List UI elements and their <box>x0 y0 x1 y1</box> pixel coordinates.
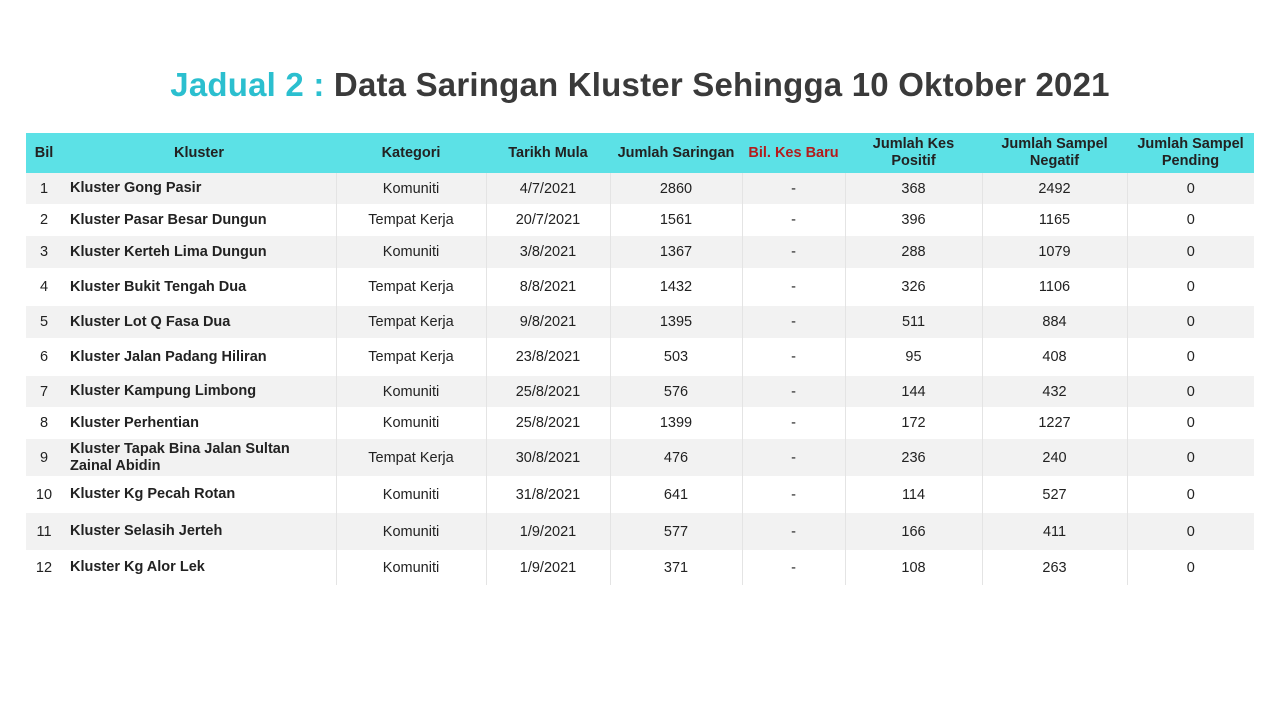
cell-kluster: Kluster Pasar Besar Dungun <box>62 204 336 236</box>
cell-jumlah-kes-positif: 166 <box>845 513 982 550</box>
cell-jumlah-sampel-pending: 0 <box>1127 407 1254 439</box>
table-row <box>26 306 1254 338</box>
title-prefix: Jadual 2 : <box>170 66 325 103</box>
table-row <box>26 338 1254 376</box>
cell-jumlah-sampel-pending: 0 <box>1127 476 1254 513</box>
cell-tarikh-mula: 31/8/2021 <box>486 476 610 513</box>
table-row <box>26 236 1254 268</box>
cell-jumlah-saringan: 1432 <box>610 268 742 306</box>
cell-jumlah-sampel-pending: 0 <box>1127 268 1254 306</box>
table-row <box>26 268 1254 306</box>
cell-kategori: Komuniti <box>336 513 486 550</box>
cell-jumlah-sampel-pending: 0 <box>1127 550 1254 585</box>
cell-jumlah-sampel-negatif: 1079 <box>982 236 1127 268</box>
cell-kategori: Komuniti <box>336 376 486 407</box>
cell-bil-kes-baru: - <box>742 268 845 306</box>
table-header-row <box>26 133 1254 173</box>
cell-bil: 6 <box>26 338 62 376</box>
header-jumlah-kes-positif: Jumlah Kes Positif <box>845 133 982 173</box>
title-main: Data Saringan Kluster Sehingga 10 Oktober 2021 <box>333 66 1110 103</box>
cell-kluster: Kluster Kerteh Lima Dungun <box>62 236 336 268</box>
cell-jumlah-sampel-pending: 0 <box>1127 439 1254 476</box>
cell-kluster: Kluster Bukit Tengah Dua <box>62 268 336 306</box>
cell-jumlah-saringan: 1367 <box>610 236 742 268</box>
cell-bil: 5 <box>26 306 62 338</box>
cell-tarikh-mula: 1/9/2021 <box>486 550 610 585</box>
cell-bil: 4 <box>26 268 62 306</box>
cell-bil: 2 <box>26 204 62 236</box>
cell-kategori: Tempat Kerja <box>336 204 486 236</box>
cell-kluster: Kluster Kampung Limbong <box>62 376 336 407</box>
cell-jumlah-sampel-negatif: 263 <box>982 550 1127 585</box>
cell-jumlah-kes-positif: 144 <box>845 376 982 407</box>
cell-jumlah-saringan: 1395 <box>610 306 742 338</box>
cell-kategori: Tempat Kerja <box>336 338 486 376</box>
cell-bil-kes-baru: - <box>742 376 845 407</box>
header-bil-kes-baru: Bil. Kes Baru <box>742 133 845 173</box>
cell-kategori: Komuniti <box>336 236 486 268</box>
page-title <box>0 66 1280 104</box>
cell-bil: 9 <box>26 439 62 476</box>
cell-kategori: Komuniti <box>336 407 486 439</box>
cell-bil: 11 <box>26 513 62 550</box>
cell-bil: 10 <box>26 476 62 513</box>
cell-kluster: Kluster Kg Pecah Rotan <box>62 476 336 513</box>
cell-jumlah-saringan: 576 <box>610 376 742 407</box>
cell-kluster: Kluster Jalan Padang Hiliran <box>62 338 336 376</box>
cell-kategori: Komuniti <box>336 173 486 204</box>
cell-tarikh-mula: 23/8/2021 <box>486 338 610 376</box>
cell-jumlah-sampel-pending: 0 <box>1127 236 1254 268</box>
table-row <box>26 407 1254 439</box>
cell-tarikh-mula: 30/8/2021 <box>486 439 610 476</box>
cell-jumlah-sampel-negatif: 1227 <box>982 407 1127 439</box>
cell-kategori: Komuniti <box>336 476 486 513</box>
cell-jumlah-kes-positif: 326 <box>845 268 982 306</box>
cell-tarikh-mula: 20/7/2021 <box>486 204 610 236</box>
cell-bil: 1 <box>26 173 62 204</box>
cell-jumlah-kes-positif: 108 <box>845 550 982 585</box>
cell-jumlah-kes-positif: 95 <box>845 338 982 376</box>
header-jumlah-sampel-pending: Jumlah Sampel Pending <box>1127 133 1254 173</box>
cell-bil: 12 <box>26 550 62 585</box>
cell-jumlah-saringan: 577 <box>610 513 742 550</box>
cell-jumlah-sampel-negatif: 240 <box>982 439 1127 476</box>
cell-bil-kes-baru: - <box>742 204 845 236</box>
cell-kluster: Kluster Gong Pasir <box>62 173 336 204</box>
table-row <box>26 376 1254 407</box>
cell-jumlah-saringan: 2860 <box>610 173 742 204</box>
cell-bil-kes-baru: - <box>742 476 845 513</box>
cell-bil-kes-baru: - <box>742 173 845 204</box>
cell-jumlah-kes-positif: 114 <box>845 476 982 513</box>
cell-tarikh-mula: 8/8/2021 <box>486 268 610 306</box>
cell-jumlah-sampel-negatif: 2492 <box>982 173 1127 204</box>
cell-kategori: Komuniti <box>336 550 486 585</box>
cell-kluster: Kluster Perhentian <box>62 407 336 439</box>
table-row <box>26 439 1254 476</box>
cell-jumlah-kes-positif: 236 <box>845 439 982 476</box>
cell-bil-kes-baru: - <box>742 439 845 476</box>
cell-tarikh-mula: 4/7/2021 <box>486 173 610 204</box>
cell-jumlah-kes-positif: 288 <box>845 236 982 268</box>
cell-tarikh-mula: 25/8/2021 <box>486 407 610 439</box>
cell-jumlah-saringan: 476 <box>610 439 742 476</box>
cell-kategori: Tempat Kerja <box>336 306 486 338</box>
table-row <box>26 476 1254 513</box>
cell-tarikh-mula: 25/8/2021 <box>486 376 610 407</box>
cell-bil: 8 <box>26 407 62 439</box>
cell-kluster: Kluster Lot Q Fasa Dua <box>62 306 336 338</box>
cell-tarikh-mula: 3/8/2021 <box>486 236 610 268</box>
header-bil: Bil <box>26 133 62 173</box>
cell-tarikh-mula: 9/8/2021 <box>486 306 610 338</box>
cell-bil-kes-baru: - <box>742 407 845 439</box>
cell-bil-kes-baru: - <box>742 338 845 376</box>
cell-jumlah-sampel-pending: 0 <box>1127 376 1254 407</box>
cluster-table <box>26 133 1254 585</box>
header-kategori: Kategori <box>336 133 486 173</box>
cell-jumlah-saringan: 1561 <box>610 204 742 236</box>
cell-bil-kes-baru: - <box>742 513 845 550</box>
cell-jumlah-kes-positif: 396 <box>845 204 982 236</box>
cell-jumlah-kes-positif: 511 <box>845 306 982 338</box>
cell-jumlah-sampel-negatif: 408 <box>982 338 1127 376</box>
cell-jumlah-sampel-negatif: 527 <box>982 476 1127 513</box>
cell-jumlah-sampel-negatif: 884 <box>982 306 1127 338</box>
cell-kluster: Kluster Selasih Jerteh <box>62 513 336 550</box>
header-jumlah-sampel-negatif: Jumlah Sampel Negatif <box>982 133 1127 173</box>
cell-kategori: Tempat Kerja <box>336 439 486 476</box>
cell-jumlah-saringan: 503 <box>610 338 742 376</box>
cell-bil-kes-baru: - <box>742 236 845 268</box>
cell-tarikh-mula: 1/9/2021 <box>486 513 610 550</box>
table-row <box>26 204 1254 236</box>
cell-jumlah-saringan: 371 <box>610 550 742 585</box>
cell-kluster: Kluster Kg Alor Lek <box>62 550 336 585</box>
cell-bil: 3 <box>26 236 62 268</box>
cell-jumlah-saringan: 641 <box>610 476 742 513</box>
cell-jumlah-sampel-pending: 0 <box>1127 513 1254 550</box>
cell-jumlah-sampel-pending: 0 <box>1127 306 1254 338</box>
cell-jumlah-kes-positif: 172 <box>845 407 982 439</box>
table-row <box>26 513 1254 550</box>
header-kluster: Kluster <box>62 133 336 173</box>
header-tarikh-mula: Tarikh Mula <box>486 133 610 173</box>
cell-jumlah-sampel-negatif: 1106 <box>982 268 1127 306</box>
cell-bil-kes-baru: - <box>742 306 845 338</box>
cell-jumlah-sampel-pending: 0 <box>1127 173 1254 204</box>
header-jumlah-saringan: Jumlah Saringan <box>610 133 742 173</box>
cell-kluster: Kluster Tapak Bina Jalan Sultan Zainal Abidin <box>62 439 336 476</box>
cell-kategori: Tempat Kerja <box>336 268 486 306</box>
cell-jumlah-saringan: 1399 <box>610 407 742 439</box>
cell-jumlah-sampel-pending: 0 <box>1127 204 1254 236</box>
table-body <box>26 173 1254 585</box>
table-row <box>26 550 1254 585</box>
table-row <box>26 173 1254 204</box>
cell-bil-kes-baru: - <box>742 550 845 585</box>
cell-jumlah-sampel-negatif: 1165 <box>982 204 1127 236</box>
cell-jumlah-sampel-pending: 0 <box>1127 338 1254 376</box>
cell-jumlah-sampel-negatif: 411 <box>982 513 1127 550</box>
cell-jumlah-sampel-negatif: 432 <box>982 376 1127 407</box>
cell-jumlah-kes-positif: 368 <box>845 173 982 204</box>
cell-bil: 7 <box>26 376 62 407</box>
